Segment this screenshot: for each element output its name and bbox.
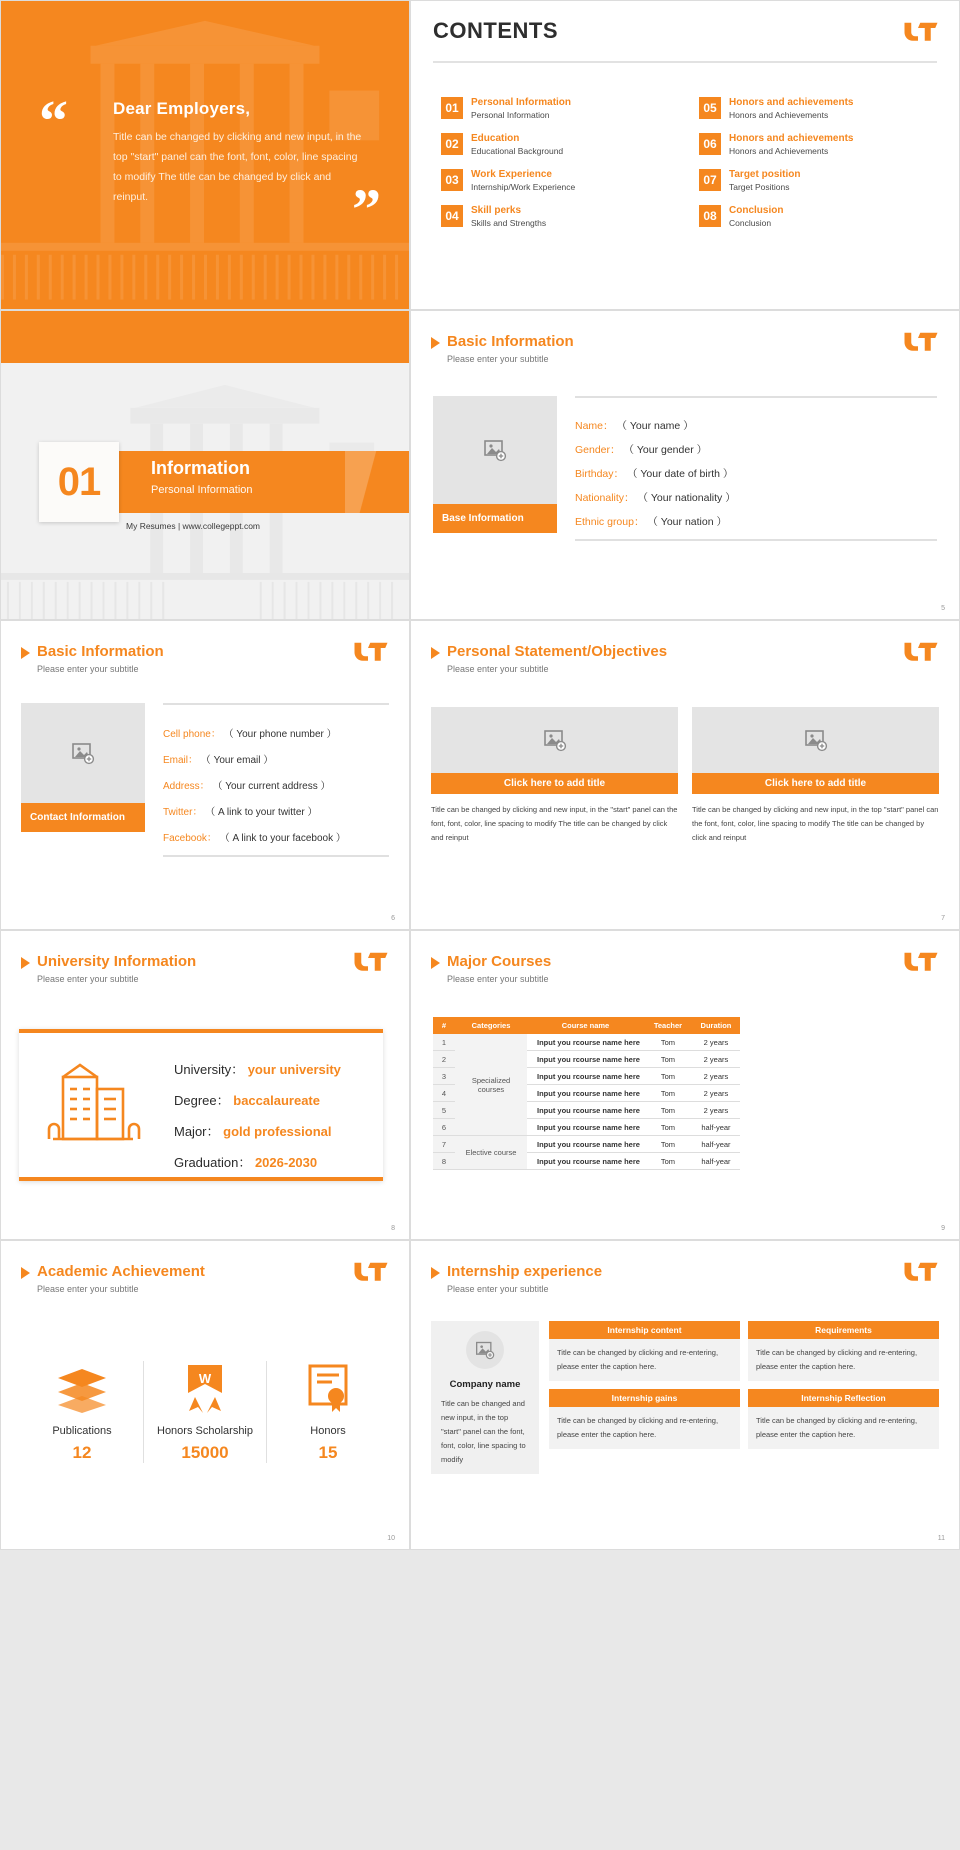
- stat-value: 15: [318, 1443, 338, 1462]
- page-title: Major Courses: [447, 953, 552, 970]
- table-row: [433, 1136, 740, 1153]
- info-row: [174, 1121, 341, 1140]
- info-key: Name：: [575, 420, 614, 432]
- ut-logo-icon: [903, 641, 939, 661]
- cell-index: 8: [433, 1153, 455, 1170]
- image-placeholder[interactable]: [21, 703, 145, 803]
- cell-course-name[interactable]: Input you rcourse name here: [527, 1034, 644, 1051]
- info-row: [163, 829, 389, 844]
- divider: [433, 61, 937, 63]
- page-title: Academic Achievement: [37, 1263, 205, 1280]
- toc-number: 02: [441, 133, 463, 155]
- toc-title: Target position: [729, 169, 801, 181]
- slide-university-information: [0, 930, 410, 1240]
- orange-top-bar: [1, 311, 409, 363]
- toc-item-01[interactable]: [441, 97, 675, 121]
- cell-duration[interactable]: 2 years: [692, 1051, 740, 1068]
- page-title: University Information: [37, 953, 197, 970]
- toc-item-07[interactable]: [699, 169, 933, 193]
- cell-teacher[interactable]: Tom: [644, 1068, 692, 1085]
- toc-item-04[interactable]: [441, 205, 675, 229]
- cell-index: 7: [433, 1136, 455, 1153]
- triangle-marker-icon: [431, 337, 440, 349]
- info-value[interactable]: （ Your nationality ）: [637, 492, 736, 504]
- photo-placeholder[interactable]: [21, 703, 145, 857]
- page-number: 7: [941, 915, 945, 922]
- university-card: [19, 1029, 383, 1181]
- triangle-marker-icon: [21, 647, 30, 659]
- info-row: [575, 466, 937, 481]
- table-row: [433, 1034, 740, 1051]
- toc-title: Skill perks: [471, 205, 522, 217]
- toc-number: 01: [441, 97, 463, 119]
- info-key: Twitter：: [163, 807, 203, 818]
- toc-item-08[interactable]: [699, 205, 933, 229]
- page-title: CONTENTS: [433, 18, 558, 43]
- cell-course-name[interactable]: Input you rcourse name here: [527, 1068, 644, 1085]
- info-value[interactable]: （ Your current address ）: [212, 781, 331, 792]
- info-key: Cell phone：: [163, 729, 221, 740]
- toc-title: Personal Information: [471, 97, 572, 108]
- info-key: Graduation：: [174, 1155, 252, 1170]
- page-title: Personal Statement/Objectives: [447, 643, 668, 660]
- card-heading: Requirements: [748, 1321, 939, 1339]
- cell-teacher[interactable]: Tom: [644, 1119, 692, 1136]
- cell-duration[interactable]: half-year: [692, 1119, 740, 1136]
- card-heading: Internship gains: [549, 1389, 740, 1407]
- col-course-name: Course name: [527, 1017, 644, 1034]
- page-subtitle: Please enter your subtitle: [37, 663, 139, 674]
- card-body: Title can be changed by clicking and re-entering, please enter the caption here.: [549, 1407, 740, 1449]
- stat-honors-scholarship: [143, 1361, 266, 1463]
- info-key: University：: [174, 1062, 245, 1077]
- table-of-contents: [441, 97, 933, 229]
- slide-contents: [410, 0, 960, 310]
- info-value[interactable]: baccalaureate: [233, 1093, 320, 1108]
- medal-icon: [182, 1363, 228, 1413]
- internship-card-gains: [549, 1389, 740, 1449]
- info-value[interactable]: （ Your phone number ）: [223, 729, 337, 740]
- toc-title: Education: [471, 133, 520, 145]
- internship-cards: [549, 1321, 939, 1474]
- info-row: [163, 803, 389, 818]
- page-number: 10: [387, 1535, 395, 1542]
- cell-teacher[interactable]: Tom: [644, 1153, 692, 1170]
- university-list: [174, 1059, 341, 1183]
- toc-subtitle: Conclusion: [729, 218, 772, 229]
- add-image-icon: [804, 728, 828, 752]
- info-key: Major：: [174, 1124, 220, 1139]
- info-row: [575, 418, 937, 433]
- page-subtitle: Please enter your subtitle: [447, 973, 549, 984]
- photo-placeholder[interactable]: [433, 396, 557, 541]
- card-heading: Internship content: [549, 1321, 740, 1339]
- info-value[interactable]: （ Your gender ）: [623, 444, 708, 456]
- stat-label: Publications: [52, 1425, 112, 1437]
- info-value[interactable]: gold professional: [223, 1124, 332, 1139]
- cell-course-name[interactable]: Input you rcourse name here: [527, 1085, 644, 1102]
- toc-item-05[interactable]: [699, 97, 933, 121]
- ut-logo-icon: [353, 641, 389, 661]
- cell-teacher[interactable]: Tom: [644, 1085, 692, 1102]
- svg-text:W: W: [198, 1371, 212, 1386]
- toc-number: 07: [699, 169, 721, 191]
- page-title: Internship experience: [447, 1263, 603, 1280]
- triangle-marker-icon: [431, 647, 440, 659]
- cell-course-name[interactable]: Input you rcourse name here: [527, 1102, 644, 1119]
- cover-title: Dear Employers,: [113, 99, 251, 118]
- internship-card-requirements: [748, 1321, 939, 1381]
- page-subtitle: Please enter your subtitle: [37, 1283, 139, 1294]
- ut-logo-icon: [353, 951, 389, 971]
- info-value[interactable]: （ Your nation ）: [647, 516, 727, 528]
- add-image-icon: [475, 1340, 495, 1360]
- toc-number: 05: [699, 97, 721, 119]
- page-title: Basic Information: [447, 333, 574, 350]
- info-row: [174, 1152, 341, 1171]
- info-row: [163, 725, 389, 740]
- add-image-icon: [483, 438, 507, 462]
- add-image-icon: [543, 728, 567, 752]
- image-placeholder[interactable]: [466, 1331, 504, 1369]
- info-key: Facebook：: [163, 833, 217, 844]
- page-number: 6: [391, 915, 395, 922]
- quote-open-icon: “: [39, 88, 68, 153]
- col-categories: Categories: [455, 1017, 527, 1034]
- stat-value: 15000: [181, 1443, 229, 1462]
- company-description: Title can be changed and new input, in the top "start" panel can the font, font, color, line spacing to modify: [441, 1399, 526, 1464]
- toc-subtitle: Honors and Achievements: [729, 110, 829, 120]
- toc-subtitle: Skills and Strengths: [471, 218, 547, 229]
- certificate-icon: [306, 1363, 350, 1413]
- info-key: Gender：: [575, 444, 621, 456]
- toc-number: 06: [699, 133, 721, 155]
- info-key: Ethnic group：: [575, 516, 645, 528]
- page-subtitle: Please enter your subtitle: [447, 663, 549, 674]
- contact-info-list: [163, 703, 389, 857]
- info-row: [174, 1059, 341, 1078]
- toc-subtitle: Target Positions: [729, 182, 790, 193]
- page-subtitle: Please enter your subtitle: [37, 973, 139, 984]
- info-row: [163, 777, 389, 792]
- info-key: Email：: [163, 755, 199, 766]
- info-value[interactable]: 2026-2030: [254, 1155, 318, 1170]
- image-placeholder[interactable]: [431, 707, 678, 773]
- company-name: Company name: [449, 1379, 521, 1390]
- stat-publications: [21, 1361, 143, 1463]
- slide-internship-experience: [410, 1240, 960, 1550]
- card-body: Title can be changed by clicking and re-entering, please enter the caption here.: [748, 1407, 939, 1449]
- col-index: #: [433, 1017, 455, 1034]
- info-value[interactable]: （ A link to your twitter ）: [205, 807, 318, 818]
- cell-teacher[interactable]: Tom: [644, 1051, 692, 1068]
- info-key: Degree：: [174, 1093, 230, 1108]
- divider: [575, 396, 937, 398]
- divider: [163, 855, 389, 857]
- divider: [575, 539, 937, 541]
- card-body: Title can be changed by clicking and re-entering, please enter the caption here.: [748, 1339, 939, 1381]
- slide-basic-information: [410, 310, 960, 620]
- achievement-stats: [21, 1361, 389, 1463]
- stat-honors: [266, 1361, 389, 1463]
- col-duration: Duration: [692, 1017, 740, 1034]
- col-teacher: Teacher: [644, 1017, 692, 1034]
- books-icon: [56, 1367, 108, 1413]
- ut-logo-icon: [903, 1261, 939, 1281]
- cell-index: 3: [433, 1068, 455, 1085]
- toc-item-02[interactable]: [441, 133, 675, 157]
- info-value[interactable]: （ A link to your facebook ）: [219, 833, 346, 844]
- cell-course-name[interactable]: Input you rcourse name here: [527, 1153, 644, 1170]
- statement-card: [431, 707, 678, 845]
- photo-caption: Base Information: [433, 504, 557, 533]
- info-row: [575, 514, 937, 529]
- cell-teacher[interactable]: Tom: [644, 1136, 692, 1153]
- cell-category: Elective course: [455, 1136, 527, 1170]
- photo-caption: Contact Information: [21, 803, 145, 832]
- ut-logo-icon: [903, 21, 939, 41]
- add-title-button[interactable]: Click here to add title: [431, 773, 678, 794]
- cell-teacher[interactable]: Tom: [644, 1034, 692, 1051]
- info-value[interactable]: （ Your email ）: [200, 755, 274, 766]
- internship-card-content: [549, 1321, 740, 1381]
- toc-item-03[interactable]: [441, 169, 675, 193]
- cell-duration[interactable]: 2 years: [692, 1085, 740, 1102]
- image-placeholder[interactable]: [692, 707, 939, 773]
- info-key: Nationality：: [575, 492, 635, 504]
- statement-text: Title can be changed by clicking and new input, in the top "start" panel can the font, font, color, line spacing to modify The title can be changed by click and reinput: [692, 805, 939, 842]
- page-title: Basic Information: [37, 643, 164, 660]
- statement-text: Title can be changed by clicking and new input, in the "start" panel can the font, font, color, line spacing to modify The title can be changed by click and reinput: [431, 805, 678, 842]
- toc-subtitle: Educational Background: [471, 146, 564, 157]
- toc-number: 08: [699, 205, 721, 227]
- toc-subtitle: Internship/Work Experience: [471, 182, 576, 193]
- section-title: Information: [151, 458, 250, 478]
- toc-subtitle: Honors and Achievements: [729, 146, 829, 157]
- cell-duration[interactable]: half-year: [692, 1153, 740, 1170]
- slide-academic-achievement: [0, 1240, 410, 1550]
- cell-duration[interactable]: 2 years: [692, 1034, 740, 1051]
- divider: [163, 703, 389, 705]
- slide-section-01: [0, 310, 410, 620]
- triangle-marker-icon: [21, 1267, 30, 1279]
- add-image-icon: [71, 741, 95, 765]
- section-footer: My Resumes | www.collegeppt.com: [126, 521, 261, 531]
- info-value[interactable]: （ Your date of birth ）: [626, 468, 734, 480]
- toc-title: Conclusion: [729, 205, 784, 217]
- add-title-button[interactable]: Click here to add title: [692, 773, 939, 794]
- image-placeholder[interactable]: [433, 396, 557, 504]
- page-number: 9: [941, 1225, 945, 1232]
- page-number: 8: [391, 1225, 395, 1232]
- slide-contact-information: [0, 620, 410, 930]
- cell-duration[interactable]: 2 years: [692, 1102, 740, 1119]
- info-row: [174, 1090, 341, 1109]
- cell-category: Specialized courses: [455, 1034, 527, 1136]
- triangle-marker-icon: [21, 957, 30, 969]
- toc-number: 03: [441, 169, 463, 191]
- info-key: Birthday：: [575, 468, 625, 480]
- triangle-marker-icon: [431, 1267, 440, 1279]
- info-key: Address：: [163, 781, 210, 792]
- company-panel: [431, 1321, 539, 1474]
- info-row: [163, 751, 389, 766]
- triangle-marker-icon: [431, 957, 440, 969]
- page-number: 5: [941, 605, 945, 612]
- table-header-row: [433, 1017, 740, 1034]
- page-number: 11: [937, 1535, 945, 1542]
- slide-cover: [0, 0, 410, 310]
- cell-index: 2: [433, 1051, 455, 1068]
- ut-logo-icon: [903, 331, 939, 351]
- toc-title: Honors and achievements: [729, 133, 854, 145]
- internship-card-reflection: [748, 1389, 939, 1449]
- slide-major-courses: [410, 930, 960, 1240]
- cell-course-name[interactable]: Input you rcourse name here: [527, 1119, 644, 1136]
- info-value[interactable]: （ Your name ）: [616, 420, 694, 432]
- toc-title: Honors and achievements: [729, 97, 854, 108]
- info-row: [575, 490, 937, 505]
- cell-index: 6: [433, 1119, 455, 1136]
- ut-logo-icon: [903, 951, 939, 971]
- page-subtitle: Please enter your subtitle: [447, 1283, 549, 1294]
- basic-info-list: [575, 396, 937, 541]
- ut-logo-icon: [353, 1261, 389, 1281]
- campus-building-icon: [33, 1059, 153, 1159]
- cell-index: 1: [433, 1034, 455, 1051]
- stat-label: Honors Scholarship: [157, 1425, 253, 1437]
- page-subtitle: Please enter your subtitle: [447, 353, 549, 364]
- cell-course-name[interactable]: Input you rcourse name here: [527, 1051, 644, 1068]
- section-number-box: [39, 442, 119, 522]
- slide-personal-statement: [410, 620, 960, 930]
- quote-close-icon: ”: [352, 177, 381, 243]
- toc-number: 04: [441, 205, 463, 227]
- courses-table: [433, 1017, 740, 1170]
- statement-card: [692, 707, 939, 845]
- card-heading: Internship Reflection: [748, 1389, 939, 1407]
- section-number: 01: [57, 459, 101, 504]
- cell-duration[interactable]: 2 years: [692, 1068, 740, 1085]
- cell-teacher[interactable]: Tom: [644, 1102, 692, 1119]
- toc-item-06[interactable]: [699, 133, 933, 157]
- stat-value: 12: [72, 1443, 92, 1462]
- cover-body-text: Title can be changed by clicking and new input, in the top "start" panel can the font, font, color, line spacing to modify The title can be changed by click and reinput.: [113, 131, 362, 203]
- stat-label: Honors: [310, 1425, 346, 1437]
- toc-title: Work Experience: [471, 169, 552, 181]
- section-subtitle: Personal Information: [151, 484, 253, 496]
- card-body: Title can be changed by clicking and re-entering, please enter the caption here.: [549, 1339, 740, 1381]
- cell-index: 4: [433, 1085, 455, 1102]
- info-value[interactable]: your university: [247, 1062, 341, 1077]
- cell-index: 5: [433, 1102, 455, 1119]
- cell-duration[interactable]: half-year: [692, 1136, 740, 1153]
- cell-course-name[interactable]: Input you rcourse name here: [527, 1136, 644, 1153]
- toc-subtitle: Personal Information: [471, 110, 550, 120]
- info-row: [575, 442, 937, 457]
